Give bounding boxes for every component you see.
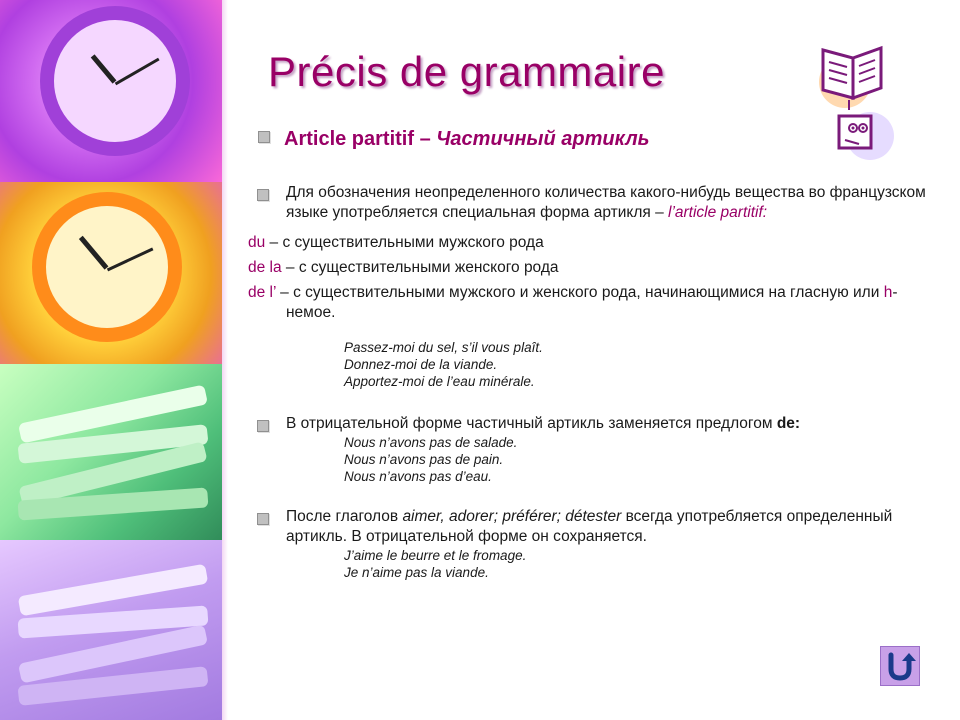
form-de-la-desc: – с существительными женского рода [281, 259, 559, 276]
h-letter: h [883, 284, 893, 301]
example-line: Nous n’avons pas de salade. [344, 435, 518, 450]
return-arrow-icon [881, 647, 919, 685]
example-line: Je n’aime pas la viande. [344, 565, 489, 580]
slide-title: Précis de grammaire [268, 48, 665, 95]
form-de-l-desc-a: – с существительными мужского и женского рода, начинающимися на гласную или [275, 284, 884, 301]
form-de-l [248, 283, 928, 323]
intro-term: l’article partitif: [668, 204, 768, 221]
green-papers-image [0, 364, 228, 540]
bullet-icon [257, 189, 269, 201]
negation-paragraph [248, 414, 928, 485]
intro-text: Для обозначения неопределенного количества какого-нибудь вещества во французском языке употребляется специальная форма артикля – [286, 184, 926, 221]
example-line: Nous n’avons pas de pain. [344, 452, 504, 467]
form-du [248, 233, 928, 253]
example-line: Passez-moi du sel, s’il vous plaît. [344, 340, 543, 355]
article-du: du [248, 234, 266, 251]
clock-icon [40, 6, 190, 156]
verbs-text-b: всегда употребляется определенный артикль. В отрицательной форме он сохраняется. [286, 508, 893, 545]
purple-clock-image [0, 0, 228, 182]
return-button[interactable] [880, 646, 920, 686]
negation-text: В отрицательной форме частичный артикль заменяется предлогом [286, 415, 777, 432]
article-de-l: de l’ [248, 284, 276, 301]
decorative-image-strip [0, 0, 228, 720]
verbs-paragraph [248, 507, 928, 581]
example-line: Donnez-moi de la viande. [344, 357, 498, 372]
slide-body [248, 183, 928, 591]
form-du-desc: – с существительными мужского рода [265, 234, 544, 251]
negation-prep: de: [776, 415, 801, 432]
slide-subtitle [258, 128, 650, 151]
verbs-text-a: После глаголов [286, 508, 403, 525]
example-line: Nous n’avons pas d’eau. [344, 469, 492, 484]
purple-papers-image [0, 540, 228, 720]
article-de-la: de la [248, 259, 282, 276]
book-icon [815, 40, 900, 165]
form-de-la [248, 258, 928, 278]
strip-edge [222, 0, 228, 720]
verbs-list: aimer, adorer; préférer; détester [402, 508, 622, 525]
form-de-l-desc-b: - немое. [286, 284, 898, 321]
examples-partitive [248, 339, 928, 390]
bullet-icon [257, 420, 269, 432]
bullet-icon [257, 513, 269, 525]
clock-icon [32, 192, 182, 342]
yellow-clock-image [0, 182, 228, 364]
intro-paragraph [248, 183, 928, 223]
subtitle-french: Article partitif – [284, 128, 437, 150]
bullet-icon [258, 131, 270, 143]
example-line: J’aime le beurre et le fromage. [344, 548, 527, 563]
example-line: Apportez-moi de l’eau minérale. [344, 374, 535, 389]
subtitle-russian: Частичный артикль [436, 128, 650, 150]
